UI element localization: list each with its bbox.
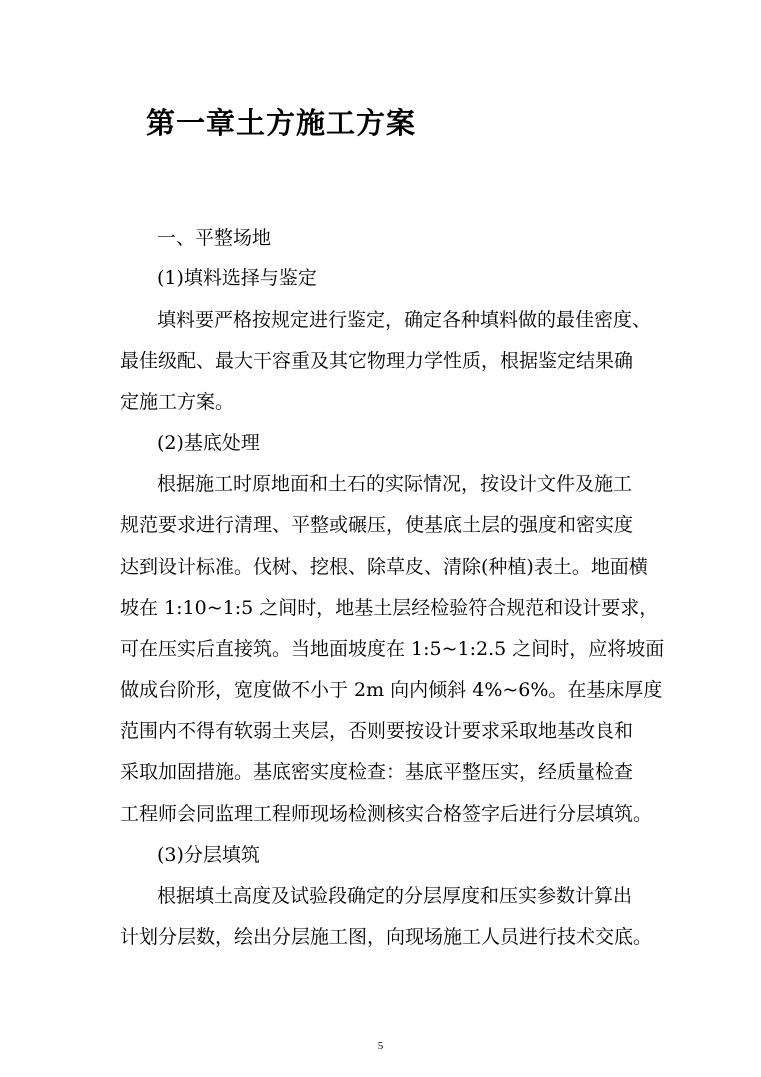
paragraph-line: 采取加固措施。基底密实度检查：基底平整压实，经质量检查 xyxy=(120,761,634,783)
subsection-heading-2: (2)基底处理 xyxy=(157,432,260,454)
paragraph-line: 可在压实后直接筑。当地面坡度在 1:5~1:2.5 之间时，应将坡面 xyxy=(120,638,665,660)
paragraph-line: 定施工方案。 xyxy=(120,391,235,413)
paragraph-line: 工程师会同监理工程师现场检测核实合格签字后进行分层填筑。 xyxy=(120,803,653,825)
subsection-heading-1: (1)填料选择与鉴定 xyxy=(157,267,317,289)
page-number: 5 xyxy=(377,1040,384,1052)
paragraph-line: 根据施工时原地面和土石的实际情况，按设计文件及施工 xyxy=(157,473,633,495)
page-title: 第一章土方施工方案 xyxy=(146,106,417,140)
paragraph-line: 填料要严格按规定进行鉴定，确定各种填料做的最佳密度、 xyxy=(157,309,652,331)
section-heading-1: 一、平整场地 xyxy=(157,227,272,249)
paragraph-line: 规范要求进行清理、平整或碾压，使基底土层的强度和密实度 xyxy=(120,514,634,536)
paragraph-line: 做成台阶形，宽度做不小于 2m 向内倾斜 4%~6%。在基床厚度 xyxy=(120,679,663,701)
paragraph-line: 最佳级配、最大干容重及其它物理力学性质，根据鉴定结果确 xyxy=(120,350,634,372)
paragraph-line: 根据填土高度及试验段确定的分层厚度和压实参数计算出 xyxy=(157,885,633,907)
paragraph-line: 达到设计标准。伐树、挖根、除草皮、清除(种植)表土。地面横 xyxy=(120,556,648,578)
paragraph-line: 范围内不得有软弱土夹层，否则要按设计要求采取地基改良和 xyxy=(120,720,634,742)
paragraph-line: 坡在 1:10~1:5 之间时，地基土层经检验符合规范和设计要求， xyxy=(120,597,659,619)
paragraph-line: 计划分层数，绘出分层施工图，向现场施工人员进行技术交底。 xyxy=(120,926,653,948)
subsection-heading-3: (3)分层填筑 xyxy=(157,844,260,866)
